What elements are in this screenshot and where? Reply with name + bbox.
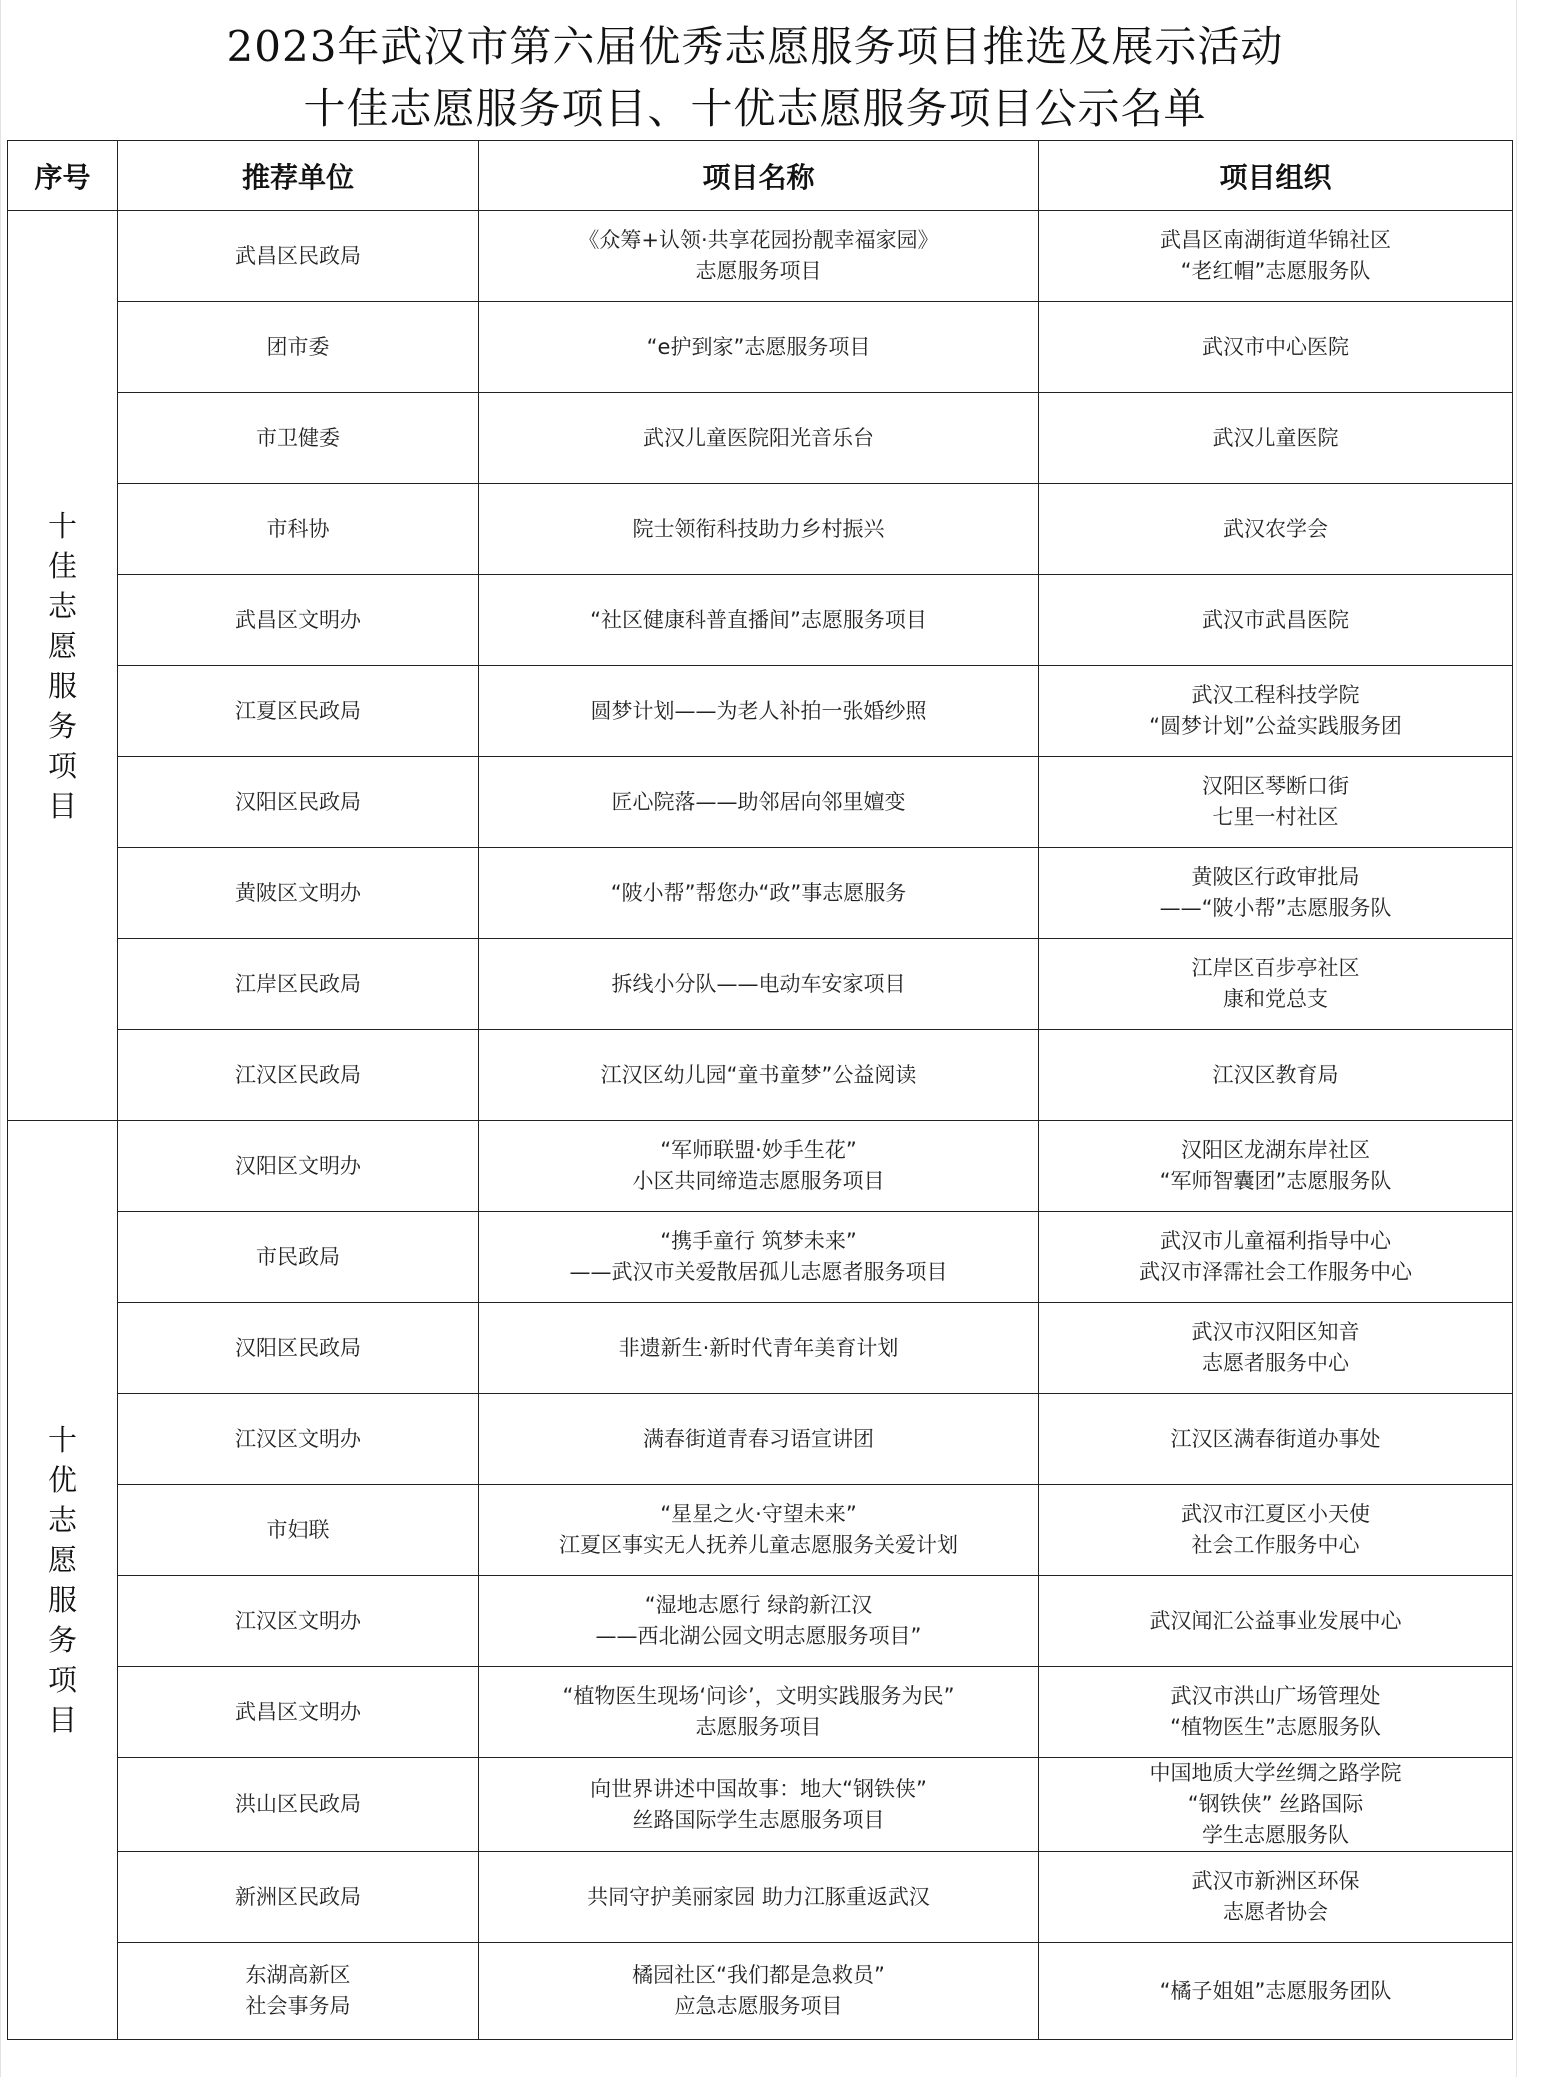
- cell-project-line: ——武汉市关爱散居孤儿志愿者服务项目: [569, 1260, 948, 1284]
- cell-org-line: “橘子姐姐”志愿服务团队: [1159, 1978, 1392, 2003]
- cell-org-line: 江汉区满春街道办事处: [1170, 1426, 1381, 1451]
- cell-org-line: 七里一村社区: [1212, 805, 1339, 829]
- cell-project: [479, 484, 1039, 575]
- cell-unit: [118, 1758, 479, 1852]
- header-project: 项目名称: [479, 141, 1039, 211]
- cell-org-line: 武汉闻汇公益事业发展中心: [1149, 1608, 1402, 1633]
- cell-unit-line: 黄陂区文明办: [235, 880, 361, 905]
- cell-org: [1039, 848, 1513, 939]
- cell-project-line: 志愿服务项目: [695, 1715, 822, 1739]
- table-row: [8, 1758, 1513, 1852]
- cell-project-line: 橘园社区“我们都是急救员”: [632, 1963, 885, 1987]
- cell-org-line: 汉阳区龙湖东岸社区: [1181, 1138, 1370, 1162]
- cell-org-line: 黄陂区行政审批局: [1191, 865, 1360, 889]
- header-org: 项目组织: [1039, 141, 1513, 211]
- cell-project-line: 圆梦计划——为老人补拍一张婚纱照: [590, 698, 927, 723]
- cell-unit-line: 市科协: [266, 516, 330, 541]
- cell-unit: [118, 1943, 479, 2040]
- cell-unit: [118, 1394, 479, 1485]
- cell-project: [479, 1667, 1039, 1758]
- table-row: [8, 484, 1513, 575]
- cell-project: [479, 1485, 1039, 1576]
- cell-unit-line: 汉阳区文明办: [235, 1153, 361, 1178]
- cell-org-line: 江汉区教育局: [1212, 1062, 1339, 1087]
- cell-org: [1039, 1303, 1513, 1394]
- cell-org-line: 武汉市武昌医院: [1202, 607, 1349, 632]
- cell-project-line: 丝路国际学生志愿服务项目: [632, 1807, 885, 1832]
- cell-unit-line: 汉阳区民政局: [235, 1335, 361, 1360]
- cell-project-line: 共同守护美丽家园 助力江豚重返武汉: [587, 1884, 930, 1909]
- table-row: [8, 1394, 1513, 1485]
- cell-org-line: 武汉市汉阳区知音: [1191, 1320, 1360, 1344]
- cell-org-line: 武汉市儿童福利指导中心: [1160, 1229, 1391, 1253]
- cell-org: [1039, 575, 1513, 666]
- cell-org-line: 康和党总支: [1223, 987, 1328, 1011]
- table-row: [8, 1030, 1513, 1121]
- cell-org-line: 志愿者协会: [1223, 1900, 1328, 1924]
- cell-unit: [118, 1576, 479, 1667]
- cell-org-line: 中国地质大学丝绸之路学院: [1149, 1761, 1402, 1785]
- cell-project-line: 《众筹+认领·共享花园扮靓幸福家园》: [578, 228, 939, 252]
- cell-project: [479, 211, 1039, 302]
- cell-unit-line: 洪山区民政局: [235, 1792, 361, 1816]
- cell-org-line: “钢铁侠” 丝路国际: [1187, 1792, 1364, 1816]
- cell-project: [479, 1030, 1039, 1121]
- table-row: [8, 1943, 1513, 2040]
- cell-project-line: “社区健康科普直播间”志愿服务项目: [590, 607, 927, 632]
- table-header-row: [8, 141, 1513, 211]
- cell-org-line: 社会工作服务中心: [1191, 1533, 1360, 1557]
- cell-project: [479, 1852, 1039, 1943]
- cell-org-line: 学生志愿服务队: [1202, 1823, 1349, 1847]
- cell-org-line: 武汉市新洲区环保: [1191, 1869, 1360, 1893]
- cell-unit-line: 市卫健委: [256, 425, 340, 450]
- cell-org: [1039, 1758, 1513, 1852]
- cell-unit-line: 社会事务局: [245, 1994, 351, 2018]
- cell-org: [1039, 1485, 1513, 1576]
- table-row: [8, 1212, 1513, 1303]
- sheet-gridline: [0, 0, 1, 2077]
- cell-unit-line: 江汉区文明办: [235, 1426, 361, 1451]
- table-row: [8, 1485, 1513, 1576]
- awards-table: [7, 140, 1513, 2040]
- cell-org-line: 武汉市江夏区小天使: [1181, 1502, 1370, 1526]
- table-row: [8, 666, 1513, 757]
- cell-project-line: 匠心院落——助邻居向邻里嬗变: [611, 789, 906, 814]
- group-label: [8, 211, 118, 1121]
- cell-project: [479, 1212, 1039, 1303]
- cell-org-line: 汉阳区琴断口街: [1202, 774, 1349, 798]
- cell-org-line: 武汉市洪山广场管理处: [1170, 1684, 1381, 1708]
- table-row: [8, 302, 1513, 393]
- table-row: [8, 575, 1513, 666]
- cell-project: [479, 939, 1039, 1030]
- cell-project-line: “植物医生现场‘问诊’，文明实践服务为民”: [562, 1684, 955, 1708]
- table-body: [8, 211, 1513, 2040]
- cell-unit: [118, 484, 479, 575]
- cell-org-line: “老红帽”志愿服务队: [1180, 259, 1371, 283]
- cell-org-line: 武汉市中心医院: [1202, 334, 1349, 359]
- cell-unit-line: 江汉区民政局: [235, 1062, 361, 1087]
- page-title-line1: 2023年武汉市第六届优秀志愿服务项目推选及展示活动: [226, 22, 1284, 71]
- cell-org-line: 志愿者服务中心: [1202, 1351, 1349, 1375]
- cell-org-line: “圆梦计划”公益实践服务团: [1149, 714, 1402, 738]
- cell-project-line: “军师联盟·妙手生花”: [660, 1138, 857, 1162]
- cell-org-line: “植物医生”志愿服务队: [1170, 1715, 1381, 1739]
- cell-unit-line: 新洲区民政局: [235, 1884, 361, 1909]
- table-row: [8, 1121, 1513, 1212]
- cell-unit: [118, 939, 479, 1030]
- cell-org: [1039, 211, 1513, 302]
- page-title-line2: 十佳志愿服务项目、十优志愿服务项目公示名单: [303, 84, 1207, 133]
- cell-project: [479, 666, 1039, 757]
- cell-unit: [118, 1852, 479, 1943]
- cell-project-line: 江汉区幼儿园“童书童梦”公益阅读: [600, 1062, 917, 1087]
- cell-unit: [118, 211, 479, 302]
- cell-org-line: 武汉工程科技学院: [1191, 683, 1360, 707]
- cell-org-line: ——“陂小帮”志愿服务队: [1159, 896, 1392, 920]
- cell-unit-line: 汉阳区民政局: [235, 789, 361, 814]
- cell-project-line: 志愿服务项目: [695, 259, 822, 283]
- cell-unit: [118, 393, 479, 484]
- cell-unit: [118, 848, 479, 939]
- cell-org: [1039, 1030, 1513, 1121]
- cell-unit: [118, 302, 479, 393]
- cell-unit-line: 东湖高新区: [245, 1963, 351, 1987]
- cell-unit: [118, 1667, 479, 1758]
- header-unit: 推荐单位: [118, 141, 479, 211]
- cell-project: [479, 1394, 1039, 1485]
- cell-org: [1039, 666, 1513, 757]
- cell-project-line: ——西北湖公园文明志愿服务项目”: [595, 1624, 922, 1648]
- cell-unit: [118, 1030, 479, 1121]
- group-label: [8, 1121, 118, 2040]
- cell-unit-line: 江夏区民政局: [235, 698, 361, 723]
- table-row: [8, 211, 1513, 302]
- cell-org: [1039, 1212, 1513, 1303]
- table-row: [8, 848, 1513, 939]
- table-row: [8, 1303, 1513, 1394]
- cell-org-line: 武昌区南湖街道华锦社区: [1160, 228, 1391, 252]
- cell-org: [1039, 1852, 1513, 1943]
- cell-unit: [118, 1303, 479, 1394]
- cell-org: [1039, 393, 1513, 484]
- cell-org: [1039, 939, 1513, 1030]
- cell-org: [1039, 1121, 1513, 1212]
- cell-unit-line: 团市委: [266, 334, 330, 359]
- cell-project-line: 应急志愿服务项目: [674, 1994, 843, 2018]
- cell-project-line: “携手童行 筑梦未来”: [660, 1229, 857, 1253]
- cell-project-line: “陂小帮”帮您办“政”事志愿服务: [610, 880, 907, 905]
- cell-unit-line: 江汉区文明办: [235, 1608, 361, 1633]
- sheet-gridline: [1516, 0, 1517, 2077]
- cell-project: [479, 848, 1039, 939]
- cell-unit-line: 市妇联: [266, 1517, 330, 1542]
- cell-org: [1039, 1943, 1513, 2040]
- cell-unit: [118, 575, 479, 666]
- table-row: [8, 1852, 1513, 1943]
- cell-unit-line: 市民政局: [256, 1244, 340, 1269]
- group-label-text: 十 佳 志 愿 服 务 项 目: [47, 508, 77, 823]
- cell-project: [479, 302, 1039, 393]
- cell-org: [1039, 484, 1513, 575]
- cell-org: [1039, 1576, 1513, 1667]
- cell-unit-line: 武昌区文明办: [235, 1699, 361, 1724]
- cell-org-line: 武汉市泽霈社会工作服务中心: [1139, 1260, 1412, 1284]
- cell-project-line: 江夏区事实无人抚养儿童志愿服务关爱计划: [559, 1533, 958, 1557]
- cell-unit-line: 武昌区文明办: [235, 607, 361, 632]
- cell-project-line: 院士领衔科技助力乡村振兴: [632, 516, 885, 541]
- cell-unit: [118, 1121, 479, 1212]
- table-row: [8, 939, 1513, 1030]
- cell-project: [479, 757, 1039, 848]
- cell-project-line: 小区共同缔造志愿服务项目: [632, 1169, 885, 1193]
- cell-project-line: “星星之火·守望未来”: [660, 1502, 857, 1526]
- cell-unit: [118, 1485, 479, 1576]
- cell-unit: [118, 666, 479, 757]
- cell-org: [1039, 757, 1513, 848]
- table-row: [8, 1576, 1513, 1667]
- group-label-text: 十 优 志 愿 服 务 项 目: [47, 1423, 77, 1737]
- cell-unit: [118, 1212, 479, 1303]
- cell-unit: [118, 757, 479, 848]
- table-row: [8, 393, 1513, 484]
- cell-project: [479, 1576, 1039, 1667]
- cell-project: [479, 1943, 1039, 2040]
- table-row: [8, 757, 1513, 848]
- cell-org: [1039, 302, 1513, 393]
- cell-project-line: 向世界讲述中国故事：地大“钢铁侠”: [590, 1776, 927, 1801]
- cell-org-line: 江岸区百步亭社区: [1191, 956, 1360, 980]
- cell-org: [1039, 1394, 1513, 1485]
- header-seq: 序号: [8, 141, 118, 211]
- table-row: [8, 1667, 1513, 1758]
- cell-project-line: 非遗新生·新时代青年美育计划: [618, 1335, 899, 1360]
- cell-org-line: 武汉儿童医院: [1212, 425, 1339, 450]
- cell-org: [1039, 1667, 1513, 1758]
- cell-project: [479, 393, 1039, 484]
- cell-project-line: 武汉儿童医院阳光音乐台: [643, 425, 874, 450]
- cell-project-line: “e护到家”志愿服务项目: [646, 334, 871, 359]
- cell-project-line: 满春街道青春习语宣讲团: [643, 1426, 874, 1451]
- cell-project: [479, 1121, 1039, 1212]
- cell-project: [479, 575, 1039, 666]
- cell-project: [479, 1758, 1039, 1852]
- cell-project-line: 拆线小分队——电动车安家项目: [611, 971, 906, 996]
- cell-org-line: “军师智囊团”志愿服务队: [1159, 1169, 1392, 1193]
- cell-project-line: “湿地志愿行 绿韵新江汉: [644, 1593, 873, 1617]
- cell-org-line: 武汉农学会: [1223, 516, 1328, 541]
- cell-unit-line: 江岸区民政局: [235, 971, 361, 996]
- cell-unit-line: 武昌区民政局: [235, 243, 361, 268]
- cell-project: [479, 1303, 1039, 1394]
